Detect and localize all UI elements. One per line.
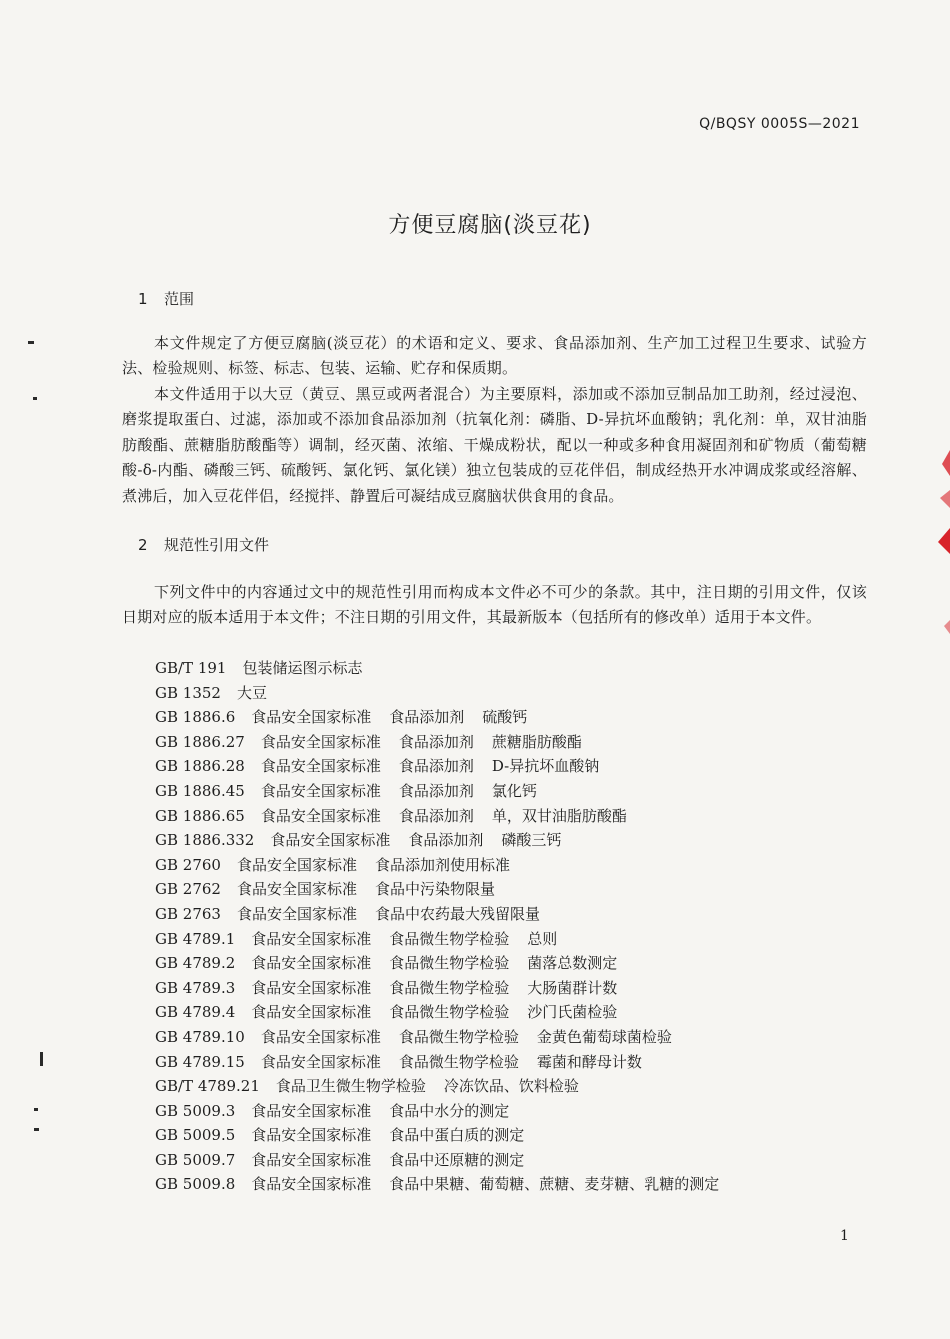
section-number: 1 (138, 290, 148, 308)
reference-item (155, 705, 737, 730)
reference-title-part: 食品安全国家标准 (236, 880, 357, 899)
reference-title-part: 食品安全国家标准 (251, 1126, 372, 1145)
red-seal-edge (936, 450, 950, 640)
reference-title-part: 食品添加剂 (398, 732, 474, 751)
reference-title-part: 单，双甘油脂肪酸酯 (491, 806, 627, 825)
reference-title-part: 大肠菌群计数 (527, 978, 618, 997)
section-heading-scope (138, 288, 194, 309)
reference-title-part: 硫酸钙 (482, 708, 528, 727)
reference-title-part: 食品添加剂使用标准 (374, 855, 510, 874)
reference-item (155, 853, 737, 878)
document-title: 方便豆腐脑(淡豆花) (388, 213, 592, 238)
reference-title-part: 食品安全国家标准 (251, 954, 372, 973)
reference-title-part: 食品安全国家标准 (251, 929, 372, 948)
reference-title-part: 食品中蛋白质的测定 (389, 1126, 525, 1145)
reference-title-part: 金黄色葡萄球菌检验 (536, 1027, 672, 1046)
reference-code: GB 1886.45 (155, 781, 245, 800)
reference-item (155, 828, 737, 853)
reference-title-part: 沙门氏菌检验 (527, 1003, 618, 1022)
reference-code: GB 1886.6 (155, 708, 236, 727)
reference-title-part: 食品安全国家标准 (251, 1101, 372, 1120)
reference-item (155, 1123, 737, 1148)
reference-item (155, 730, 737, 755)
scan-speck (34, 1108, 38, 1111)
reference-list (155, 656, 737, 1197)
reference-title-part: 大豆 (236, 683, 267, 702)
reference-title-part: 食品安全国家标准 (236, 855, 357, 874)
reference-title-part: 食品微生物学检验 (389, 1003, 510, 1022)
reference-code: GB 1352 (155, 683, 221, 702)
reference-title-part: 食品中水分的测定 (389, 1101, 510, 1120)
reference-title-part: 食品微生物学检验 (398, 1027, 519, 1046)
reference-title-part: 食品微生物学检验 (389, 929, 510, 948)
reference-code: GB 1886.332 (155, 831, 255, 850)
reference-title-part: 食品安全国家标准 (251, 1175, 372, 1194)
reference-code: GB 2760 (155, 855, 221, 874)
reference-code: GB 1886.28 (155, 757, 245, 776)
section-title: 规范性引用文件 (164, 536, 270, 554)
reference-item (155, 877, 737, 902)
reference-item (155, 927, 737, 952)
reference-code: GB 5009.8 (155, 1175, 236, 1194)
reference-title-part: 食品添加剂 (398, 757, 474, 776)
reference-title-part: 食品中果糖、葡萄糖、蔗糖、麦芽糖、乳糖的测定 (389, 1175, 720, 1194)
scan-speck (33, 397, 37, 400)
reference-title-part: 氯化钙 (491, 781, 537, 800)
reference-code: GB 5009.3 (155, 1101, 236, 1120)
reference-title-part: 食品安全国家标准 (251, 1003, 372, 1022)
reference-title-part: 食品中农药最大残留限量 (374, 904, 540, 923)
reference-title-part: 食品微生物学检验 (389, 954, 510, 973)
reference-title-part: 食品微生物学检验 (389, 978, 510, 997)
reference-title-part: 食品安全国家标准 (260, 1052, 381, 1071)
reference-title-part: 食品添加剂 (398, 781, 474, 800)
reference-title-part: 食品添加剂 (398, 806, 474, 825)
reference-item (155, 681, 737, 706)
reference-title-part: 食品中还原糖的测定 (389, 1150, 525, 1169)
reference-title-part: 食品添加剂 (389, 708, 465, 727)
section-number: 2 (138, 536, 148, 554)
reference-code: GB 4789.15 (155, 1052, 245, 1071)
reference-code: GB 4789.3 (155, 978, 236, 997)
reference-item (155, 976, 737, 1001)
reference-item (155, 1172, 737, 1197)
section-title: 范围 (164, 290, 195, 308)
reference-item (155, 1099, 737, 1124)
reference-title-part: 食品安全国家标准 (270, 831, 391, 850)
reference-item (155, 1000, 737, 1025)
reference-title-part: 食品安全国家标准 (260, 732, 381, 751)
reference-title-part: 食品安全国家标准 (251, 1150, 372, 1169)
reference-code: GB 4789.1 (155, 929, 236, 948)
reference-item (155, 902, 737, 927)
reference-code: GB 4789.10 (155, 1027, 245, 1046)
reference-title-part: 食品卫生微生物学检验 (275, 1077, 426, 1096)
reference-item (155, 656, 737, 681)
reference-title-part: 食品安全国家标准 (260, 1027, 381, 1046)
reference-code: GB 1886.27 (155, 732, 245, 751)
reference-code: GB 4789.4 (155, 1003, 236, 1022)
reference-item (155, 754, 737, 779)
reference-code: GB 5009.5 (155, 1126, 236, 1145)
reference-code: GB 5009.7 (155, 1150, 236, 1169)
scope-paragraph-2: 本文件适用于以大豆（黄豆、黑豆或两者混合）为主要原料，添加或不添加豆制品加工助剂，经过浸泡、磨浆提取蛋白、过滤，添加或不添加食品添加剂（抗氧化剂：磷脂、D-异抗坏血酸钠；乳化剂：单，双甘油脂肪酸酯、蔗糖脂肪酸酯等）调制，经灭菌、浓缩、干燥成粉状，配以一种或多种食用凝固剂和矿物质（葡萄糖酸-δ-内酯、磷酸三钙、硫酸钙、氯化钙、氯化镁）独立包装成的豆花伴侣，制成经热开水冲调成浆或经溶解、煮沸后，加入豆花伴侣，经搅拌、静置后可凝结成豆腐脑状供食用的食品。 (122, 385, 867, 505)
reference-title-part: 冷冻饮品、饮料检验 (443, 1077, 579, 1096)
reference-item (155, 804, 737, 829)
page-number: 1 (840, 1228, 849, 1244)
reference-title-part: 食品安全国家标准 (236, 904, 357, 923)
reference-item (155, 951, 737, 976)
reference-title-part: 菌落总数测定 (527, 954, 618, 973)
reference-title-part: D-异抗坏血酸钠 (491, 757, 600, 776)
scan-speck (34, 1128, 39, 1131)
reference-title-part: 食品安全国家标准 (260, 757, 381, 776)
reference-item (155, 1050, 737, 1075)
document-code: Q/BQSY 0005S—2021 (699, 116, 860, 132)
reference-title-part: 食品微生物学检验 (398, 1052, 519, 1071)
reference-code: GB/T 4789.21 (155, 1077, 260, 1096)
references-intro-paragraph: 下列文件中的内容通过文中的规范性引用而构成本文件必不可少的条款。其中，注日期的引用文件，仅该日期对应的版本适用于本文件；不注日期的引用文件，其最新版本（包括所有的修改单）适用于本文件。 (122, 583, 867, 627)
reference-title-part: 霉菌和酵母计数 (536, 1052, 642, 1071)
reference-item (155, 1025, 737, 1050)
reference-item (155, 1074, 737, 1099)
reference-title-part: 食品添加剂 (408, 831, 484, 850)
reference-code: GB 2762 (155, 880, 221, 899)
scope-paragraph-1: 本文件规定了方便豆腐脑(淡豆花）的术语和定义、要求、食品添加剂、生产加工过程卫生要求、试验方法、检验规则、标签、标志、包装、运输、贮存和保质期。 (122, 334, 867, 378)
reference-title-part: 食品安全国家标准 (260, 781, 381, 800)
scan-speck (40, 1052, 43, 1066)
reference-code: GB/T 191 (155, 659, 227, 677)
reference-code: GB 4789.2 (155, 954, 236, 973)
reference-item (155, 779, 737, 804)
reference-code: GB 2763 (155, 904, 221, 923)
scan-speck (28, 341, 34, 344)
reference-title-part: 蔗糖脂肪酸酯 (491, 732, 582, 751)
reference-title-part: 包装储运图示标志 (242, 659, 363, 677)
reference-title-part: 食品中污染物限量 (374, 880, 495, 899)
reference-item (155, 1148, 737, 1173)
reference-title-part: 食品安全国家标准 (251, 978, 372, 997)
reference-title-part: 食品安全国家标准 (260, 806, 381, 825)
reference-title-part: 总则 (527, 929, 558, 948)
reference-title-part: 食品安全国家标准 (251, 708, 372, 727)
reference-code: GB 1886.65 (155, 806, 245, 825)
section-heading-references (138, 534, 269, 555)
reference-title-part: 磷酸三钙 (501, 831, 562, 850)
